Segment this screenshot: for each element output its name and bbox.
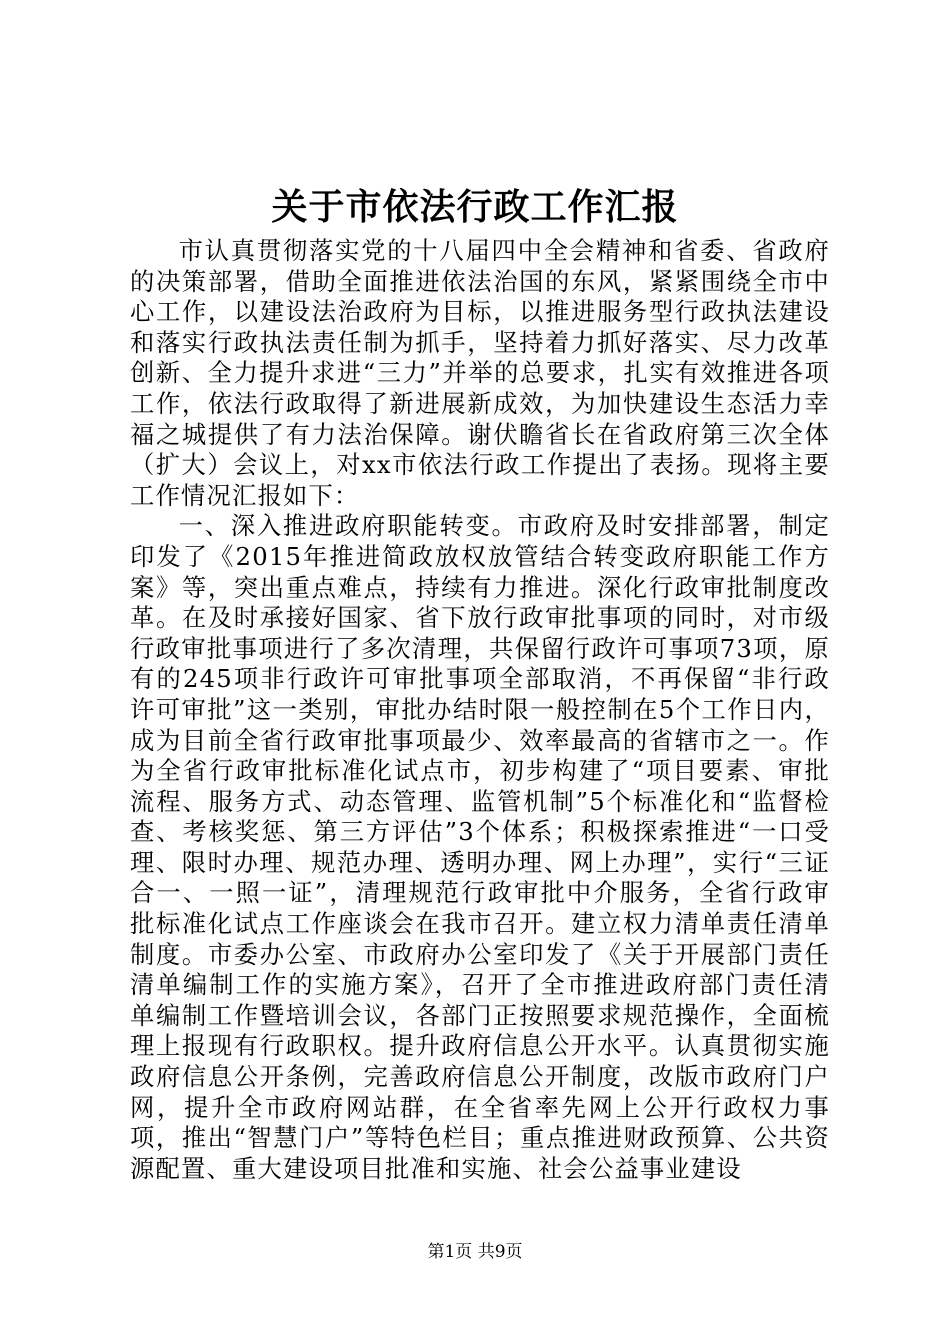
document-body [130,236,830,1184]
paragraph-intro: 市认真贯彻落实党的十八届四中全会精神和省委、省政府的决策部署，借助全面推进依法治国的东风，紧紧围绕全市中心工作，以建设法治政府为目标，以推进服务型行政执法建设和落实行政执法责任制为抓手，坚持着力抓好落实、尽力改革创新、全力提升求进“三力”并举的总要求，扎实有效推进各项工作，依法行政取得了新进展新成效，为加快建设生态活力幸福之城提供了有力法治保障。谢伏瞻省长在省政府第三次全体（扩大）会议上，对xx市依法行政工作提出了表扬。现将主要工作情况汇报如下： [130,236,830,510]
paragraph-section-one: 一、深入推进政府职能转变。市政府及时安排部署，制定印发了《2015年推进简政放权放管结合转变政府职能工作方案》等，突出重点难点，持续有力推进。深化行政审批制度改革。在及时承接好国家、省下放行政审批事项的同时，对市级行政审批事项进行了多次清理，共保留行政许可事项73项，原有的245项非行政许可审批事项全部取消，不再保留“非行政许可审批”这一类别，审批办结时限一般控制在5个工作日内，成为目前全省行政审批事项最少、效率最高的省辖市之一。作为全省行政审批标准化试点市，初步构建了“项目要素、审批流程、服务方式、动态管理、监管机制”5个标准化和“监督检查、考核奖惩、第三方评估”3个体系；积极探索推进“一口受理、限时办理、规范办理、透明办理、网上办理”，实行“三证合一、一照一证”，清理规范行政审批中介服务，全省行政审批标准化试点工作座谈会在我市召开。建立权力清单责任清单制度。市委办公室、市政府办公室印发了《关于开展部门责任清单编制工作的实施方案》，召开了全市推进政府部门责任清单编制工作暨培训会议，各部门正按照要求规范操作，全面梳理上报现有行政职权。提升政府信息公开水平。认真贯彻实施政府信息公开条例，完善政府信息公开制度，改版市政府门户网，提升全市政府网站群，在全省率先网上公开行政权力事项，推出“智慧门户”等特色栏目；重点推进财政预算、公共资源配置、重大建设项目批准和实施、社会公益事业建设 [130,511,830,1183]
page-number: 第1页 共9页 [427,1242,523,1262]
document-title: 关于市依法行政工作汇报 [271,186,679,228]
